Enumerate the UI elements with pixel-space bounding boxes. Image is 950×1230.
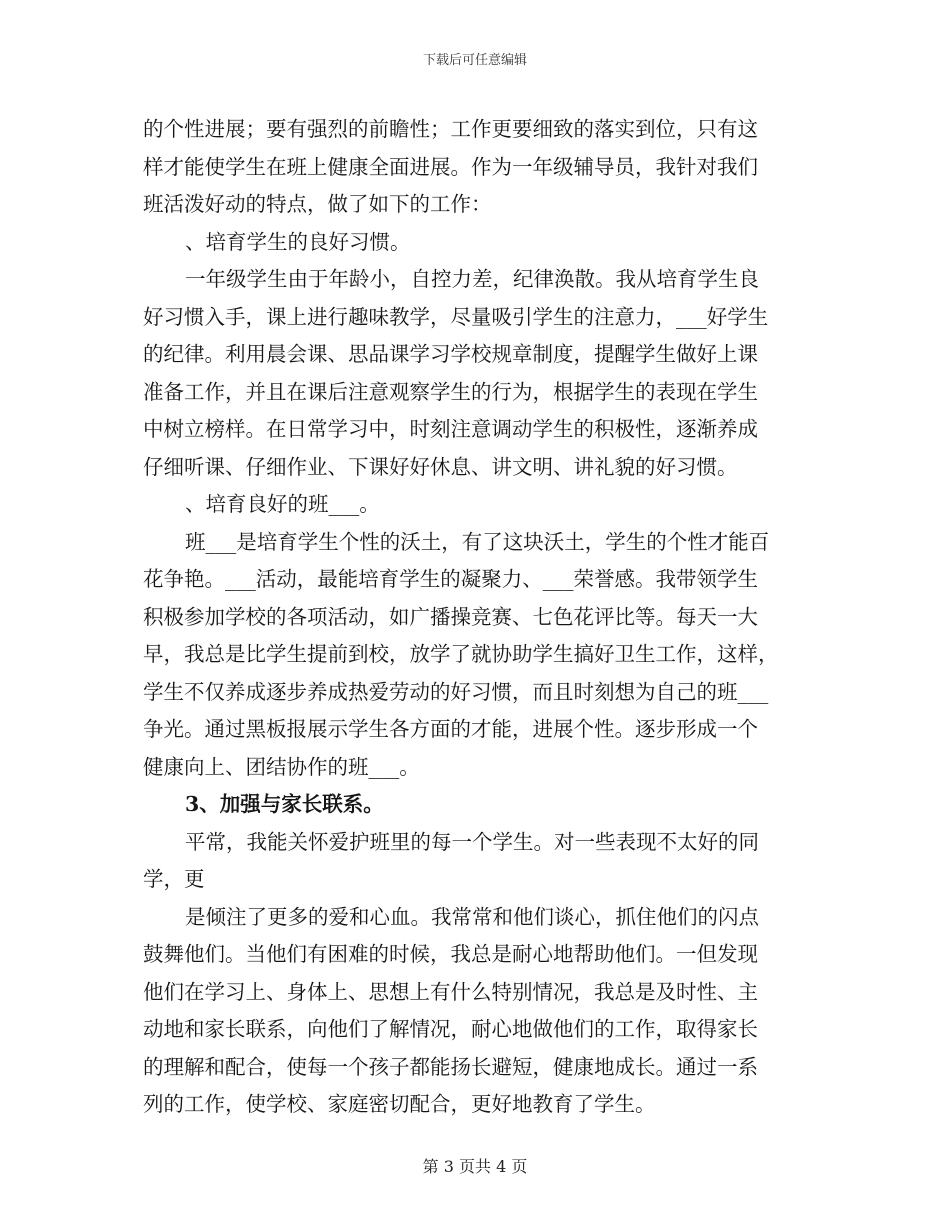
body-line: 好习惯入手，课上进行趣味教学，尽量吸引学生的注意力，___好学生 (143, 304, 769, 329)
section-heading: 、培育学生的良好习惯。 (185, 229, 411, 254)
paragraph-start-line: 平常，我能关怀爱护班里的每一个学生。对一些表现不太好的同 (185, 829, 759, 854)
paragraph-start-line: 班___是培育学生个性的沃土，有了这块沃土，学生的个性才能百 (185, 529, 770, 554)
paragraph-start-line: 一年级学生由于年龄小，自控力差，纪律涣散。我从培育学生良 (185, 267, 759, 291)
body-line: 鼓舞他们。当他们有困难的时候，我总是耐心地帮助他们。一但发现 (143, 942, 758, 966)
body-line: 样才能使学生在班上健康全面进展。作为一年级辅导员，我针对我们 (143, 154, 758, 179)
page-header: 下载后可任意编辑 (422, 53, 527, 68)
body-line: 学生不仅养成逐步养成热爱劳动的好习惯，而且时刻想为自己的班___ (143, 679, 769, 704)
paragraph-start-line: 是倾注了更多的爱和心血。我常常和他们谈心，抓住他们的闪点 (185, 904, 759, 929)
body-line: 健康向上、团结协作的班___。 (143, 754, 420, 779)
body-line: 列的工作，使学校、家庭密切配合，更好地教育了学生。 (143, 1092, 656, 1116)
body-line: 争光。通过黑板报展示学生各方面的才能，进展个性。逐步形成一个 (143, 717, 758, 741)
body-line: 的理解和配合，使每一个孩子都能扬长避短，健康地成长。通过一系 (143, 1054, 758, 1079)
body-text (143, 111, 813, 1124)
section-heading: 、培育良好的班___。 (185, 492, 380, 516)
body-line: 准备工作，并且在课后注意观察学生的行为，根据学生的表现在学生 (143, 379, 758, 404)
body-line: 学，更 (143, 867, 205, 891)
body-line: 花争艳。___活动，最能培育学生的凝聚力、___荣誉感。我带领学生 (143, 567, 758, 591)
body-line: 积极参加学校的各项活动，如广播操竞赛、七色花评比等。每天一大 (143, 604, 758, 629)
section-heading: 3、加强与家长联系。 (185, 792, 384, 816)
page-number: 第 3 页共 4 页 (422, 1157, 528, 1176)
body-line: 早，我总是比学生提前到校，放学了就协助学生搞好卫生工作，这样， (143, 642, 779, 666)
body-line: 班活泼好动的特点，做了如下的工作： (143, 192, 492, 216)
body-line: 他们在学习上、身体上、思想上有什么特别情况，我总是及时性、主 (143, 979, 758, 1004)
body-line: 中树立榜样。在日常学习中，时刻注意调动学生的积极性，逐渐养成 (143, 417, 758, 441)
body-line: 的个性进展；要有强烈的前瞻性；工作更要细致的落实到位，只有这 (143, 117, 758, 141)
body-line: 的纪律。利用晨会课、思品课学习学校规章制度，提醒学生做好上课 (143, 342, 758, 366)
body-line: 动地和家长联系，向他们了解情况，耐心地做他们的工作，取得家长 (143, 1017, 758, 1041)
body-line: 仔细听课、仔细作业、下课好好休息、讲文明、讲礼貌的好习惯。 (143, 454, 738, 479)
